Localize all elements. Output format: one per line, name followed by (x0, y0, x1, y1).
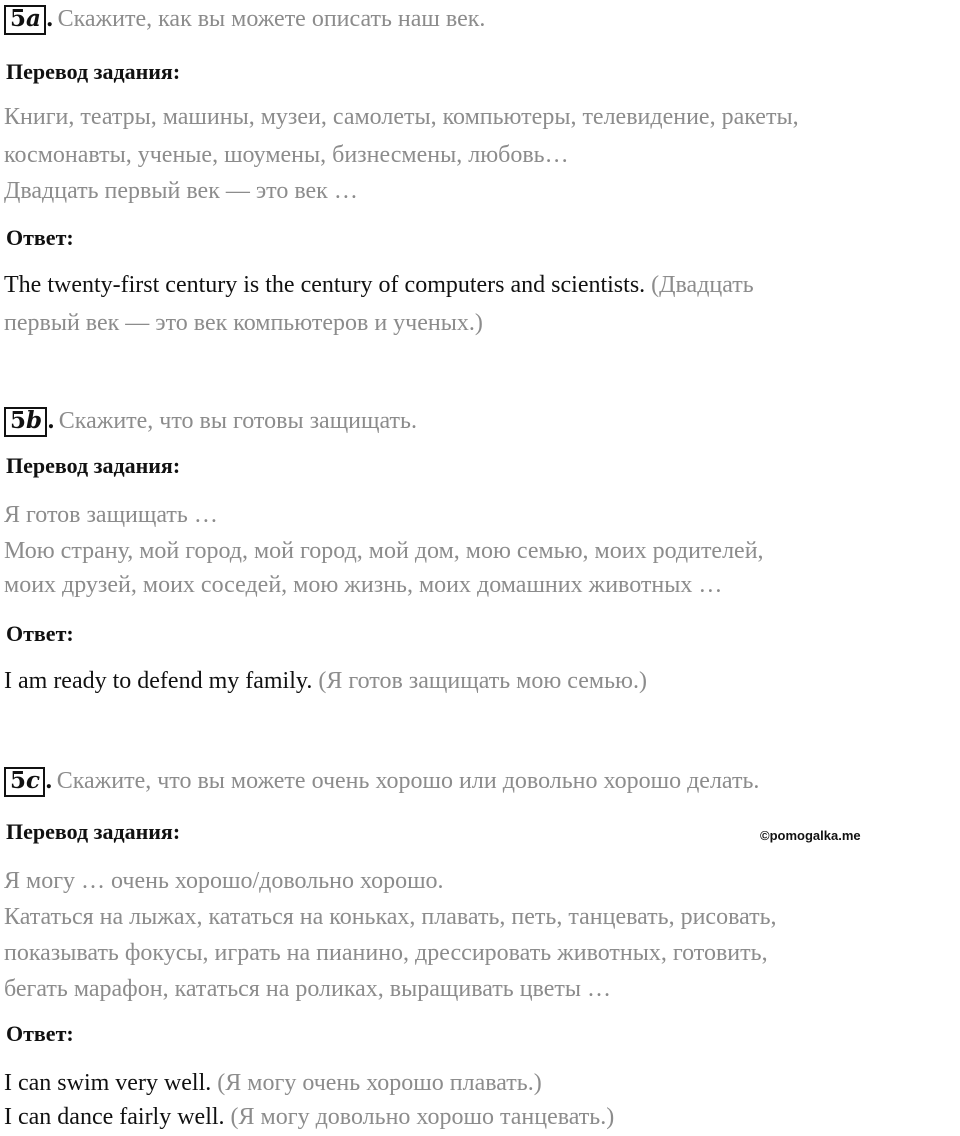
exercise-letter: c (26, 767, 41, 795)
task-line (4, 406, 417, 437)
task-text: Скажите, что вы готовы защищать. (58, 408, 417, 434)
answer-russian: (Я готов защищать мою семью.) (312, 668, 647, 694)
translation-line: моих друзей, моих соседей, мою жизнь, моих домашних животных … (4, 572, 723, 598)
translation-line: Я готов защищать … (4, 502, 218, 528)
exercise-dot: . (45, 6, 54, 32)
translation-line: Я могу … очень хорошо/довольно хорошо. (4, 868, 444, 894)
task-text: Скажите, что вы можете очень хорошо или довольно хорошо делать. (56, 768, 760, 794)
translation-heading: Перевод задания: (6, 59, 181, 84)
translation-line: космонавты, ученые, шоумены, бизнесмены, любовь… (4, 142, 569, 168)
answer-heading: Ответ: (6, 1021, 74, 1046)
exercise-number: 5 (10, 767, 27, 795)
answer-heading: Ответ: (6, 621, 74, 646)
watermark-text: ©pomogalka.me (760, 828, 861, 843)
answer-line (4, 1068, 542, 1098)
answer-line (4, 270, 754, 300)
answer-english: I can dance fairly well. (4, 1104, 225, 1130)
exercise-number: 5 (10, 5, 27, 33)
answer-line (4, 308, 483, 338)
translation-line: Кататься на лыжах, кататься на коньках, плавать, петь, танцевать, рисовать, (4, 904, 777, 930)
answer-line (4, 1102, 614, 1132)
task-text: Скажите, как вы можете описать наш век. (57, 6, 486, 32)
exercise-dot: . (47, 408, 55, 434)
translation-line: Двадцать первый век — это век … (4, 178, 358, 204)
task-line (4, 4, 485, 35)
translation-line: бегать марафон, кататься на роликах, выращивать цветы … (4, 976, 612, 1002)
answer-russian: первый век — это век компьютеров и ученых.) (4, 310, 483, 336)
exercise-letter: a (26, 5, 41, 33)
translation-line: Мою страну, мой город, мой город, мой дом, мою семью, моих родителей, (4, 538, 764, 564)
exercise-number-badge (4, 5, 46, 35)
translation-line: Книги, театры, машины, музеи, самолеты, компьютеры, телевидение, ракеты, (4, 104, 799, 130)
answer-heading: Ответ: (6, 225, 74, 250)
answer-russian: (Я могу довольно хорошо танцевать.) (224, 1104, 615, 1130)
exercise-letter: b (26, 407, 43, 435)
translation-heading: Перевод задания: (6, 819, 181, 844)
translation-heading: Перевод задания: (6, 453, 181, 478)
answer-russian: (Я могу очень хорошо плавать.) (211, 1070, 542, 1096)
exercise-number: 5 (10, 407, 27, 435)
answer-russian: (Двадцать (645, 272, 754, 298)
translation-line: показывать фокусы, играть на пианино, дрессировать животных, готовить, (4, 940, 768, 966)
answer-english: The twenty-first century is the century of computers and scientists. (4, 272, 646, 298)
exercise-number-badge (4, 407, 47, 437)
exercise-dot: . (45, 768, 53, 794)
answer-english: I can swim very well. (4, 1070, 212, 1096)
answer-english: I am ready to defend my family. (4, 668, 313, 694)
answer-line (4, 666, 647, 696)
exercise-number-badge (4, 767, 45, 797)
task-line (4, 766, 759, 797)
